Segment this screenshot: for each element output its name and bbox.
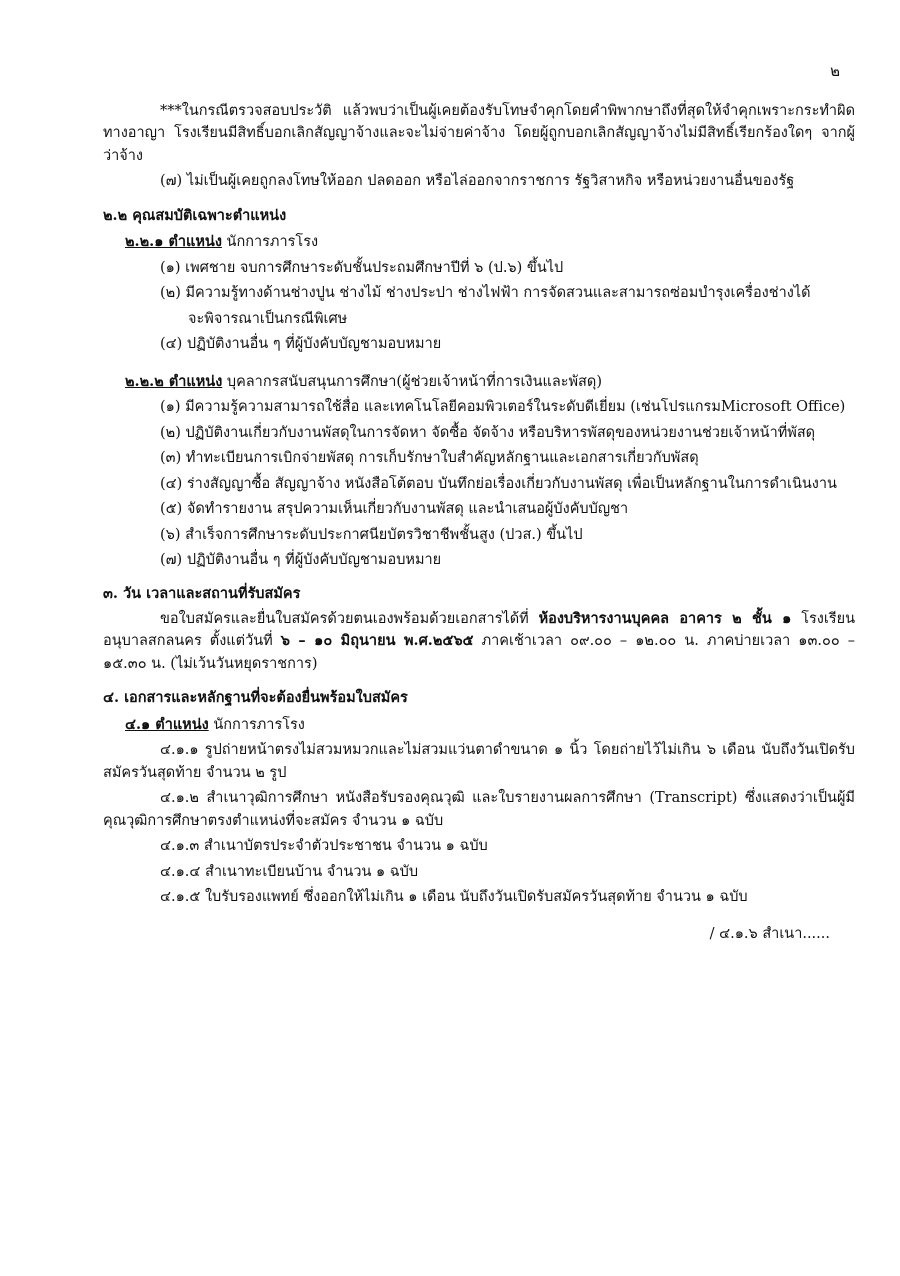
- position-4-1-label: ๔.๑ ตำแหน่ง: [125, 715, 209, 733]
- continued-note: / ๔.๑.๖ สำเนา......: [709, 925, 830, 942]
- p1-item-2: (๒) มีความรู้ทางด้านช่างปูน ช่างไม้ ช่างประปา ช่างไฟฟ้า การจัดสวนและสามารถซ่อมบำรุงเครื่องช่างได้: [160, 285, 811, 302]
- p2-item-4: (๔) ร่างสัญญาซื้อ สัญญาจ้าง หนังสือโต้ตอบ บันทึกย่อเรื่องเกี่ยวกับงานพัสดุ เพื่อเป็นหลักฐานในการดำเนินงาน: [160, 475, 837, 492]
- position-2-2-1-label: ๒.๒.๑ ตำแหน่ง: [125, 233, 222, 251]
- p2-item-1: (๑) มีความรู้ความสามารถใช้สื่อ และเทคโนโลยีคอมพิวเตอร์ในระดับดีเยี่ยม (เช่นโปรแกรมMicrosoft Office): [160, 399, 846, 416]
- p2-item-2: (๒) ปฏิบัติงานเกี่ยวกับงานพัสดุในการจัดหา จัดซื้อ จัดจ้าง หรือบริหารพัสดุของหน่วยงานช่วยเจ้าหน้าที่พัสดุ: [160, 424, 816, 441]
- s3-text-a: ขอใบสมัครและยื่นใบสมัครด้วยตนเองพร้อมด้วยเอกสารได้ที่: [160, 610, 539, 627]
- section-4-heading: ๔. เอกสารและหลักฐานที่จะต้องยื่นพร้อมใบสมัคร: [103, 689, 408, 707]
- doc-item-2: ๔.๑.๒ สำเนาวุฒิการศึกษา หนังสือรับรองคุณวุฒิ และใบรายงานผลการศึกษา (Transcript) ซึ่งแสดงว่าเป็นผู้มีคุณวุฒิการศึกษาตรงตำแหน่งที่จะสมัคร จำนวน ๑ ฉบับ: [103, 790, 855, 829]
- section-3-body: [103, 608, 855, 675]
- position-4-1: [103, 714, 855, 736]
- section-2-2-heading: ๒.๒ คุณสมบัติเฉพาะตำแหน่ง: [103, 206, 287, 224]
- page-number: ๒: [830, 62, 840, 80]
- p1-item-4: (๔) ปฏิบัติงานอื่น ๆ ที่ผู้บังคับบัญชามอบหมาย: [160, 336, 442, 353]
- doc-item-5: ๔.๑.๕ ใบรับรองแพทย์ ซึ่งออกให้ไม่เกิน ๑ เดือน นับถึงวันเปิดรับสมัครวันสุดท้าย จำนวน ๑ ฉบับ: [160, 889, 748, 906]
- s3-date: ๖ – ๑๐ มิถุนายน พ.ศ.๒๕๖๕: [280, 632, 474, 650]
- p2-item-3: (๓) ทำทะเบียนการเบิกจ่ายพัสดุ การเก็บรักษาใบสำคัญหลักฐานและเอกสารเกี่ยวกับพัสดุ: [160, 450, 699, 467]
- position-2-2-2: [103, 371, 855, 393]
- position-2-2-2-title: บุคลากรสนับสนุนการศึกษา(ผู้ช่วยเจ้าหน้าที่การเงินและพัสดุ): [222, 373, 602, 390]
- p1-item-2-cont: จะพิจารณาเป็นกรณีพิเศษ: [188, 310, 348, 327]
- doc-item-3: ๔.๑.๓ สำเนาบัตรประจำตัวประชาชน จำนวน ๑ ฉบับ: [160, 838, 488, 855]
- p2-item-5: (๕) จัดทำรายงาน สรุปความเห็นเกี่ยวกับงานพัสดุ และนำเสนอผู้บังคับบัญชา: [160, 501, 629, 518]
- p1-item-1: (๑) เพศชาย จบการศึกษาระดับชั้นประถมศึกษาปีที่ ๖ (ป.๖) ขึ้นไป: [160, 259, 564, 276]
- s3-text-b: โรงเรียนอนุบาลสกลนคร ตั้งแต่วันที่: [103, 610, 856, 650]
- s3-text-c: ภาคเช้าเวลา ๐๙.๐๐ – ๑๒.๐๐ น. ภาคบ่ายเวลา ๑๓.๐๐ – ๑๕.๓๐ น. (ไม่เว้นวันหยุดราชการ): [103, 633, 856, 672]
- doc-item-4: ๔.๑.๔ สำเนาทะเบียนบ้าน จำนวน ๑ ฉบับ: [160, 863, 419, 880]
- position-4-1-title: นักการภารโรง: [208, 716, 305, 733]
- section-3-heading: ๓. วัน เวลาและสถานที่รับสมัคร: [103, 585, 301, 603]
- general-item-7: (๗) ไม่เป็นผู้เคยถูกลงโทษให้ออก ปลดออก หรือไล่ออกจากราชการ รัฐวิสาหกิจ หรือหน่วยงานอื่นของรัฐ: [160, 173, 795, 190]
- document-body: [103, 100, 855, 945]
- p2-item-7: (๗) ปฏิบัติงานอื่น ๆ ที่ผู้บังคับบัญชามอบหมาย: [160, 551, 442, 568]
- s3-place: ห้องบริหารงานบุคคล อาคาร ๒ ชั้น ๑: [538, 609, 792, 627]
- doc-item-1: ๔.๑.๑ รูปถ่ายหน้าตรงไม่สวมหมวกและไม่สวมแว่นตาดำขนาด ๑ นิ้ว โดยถ่ายไว้ไม่เกิน ๖ เดือน นับถึงวันเปิดรับสมัครวันสุดท้าย จำนวน ๒ รูป: [103, 742, 855, 781]
- position-2-2-2-label: ๒.๒.๒ ตำแหน่ง: [125, 372, 223, 390]
- criminal-record-note: ***ในกรณีตรวจสอบประวัติ แล้วพบว่าเป็นผู้เคยต้องรับโทษจำคุกโดยคำพิพากษาถึงที่สุดให้จำคุกเพราะกระทำผิดทางอาญา โรงเรียนมีสิทธิ์บอกเลิกสัญญาจ้างและจะไม่จ่ายค่าจ้าง โดยผู้ถูกบอกเลิกสัญญาจ้างไม่มีสิทธิ์เรียกร้องใดๆ จากผู้ว่าจ้าง: [103, 103, 855, 164]
- position-2-2-1: [103, 231, 855, 253]
- position-2-2-1-title: นักการภารโรง: [221, 234, 319, 251]
- p2-item-6: (๖) สำเร็จการศึกษาระดับประกาศนียบัตรวิชาชีพชั้นสูง (ปวส.) ขึ้นไป: [160, 526, 583, 543]
